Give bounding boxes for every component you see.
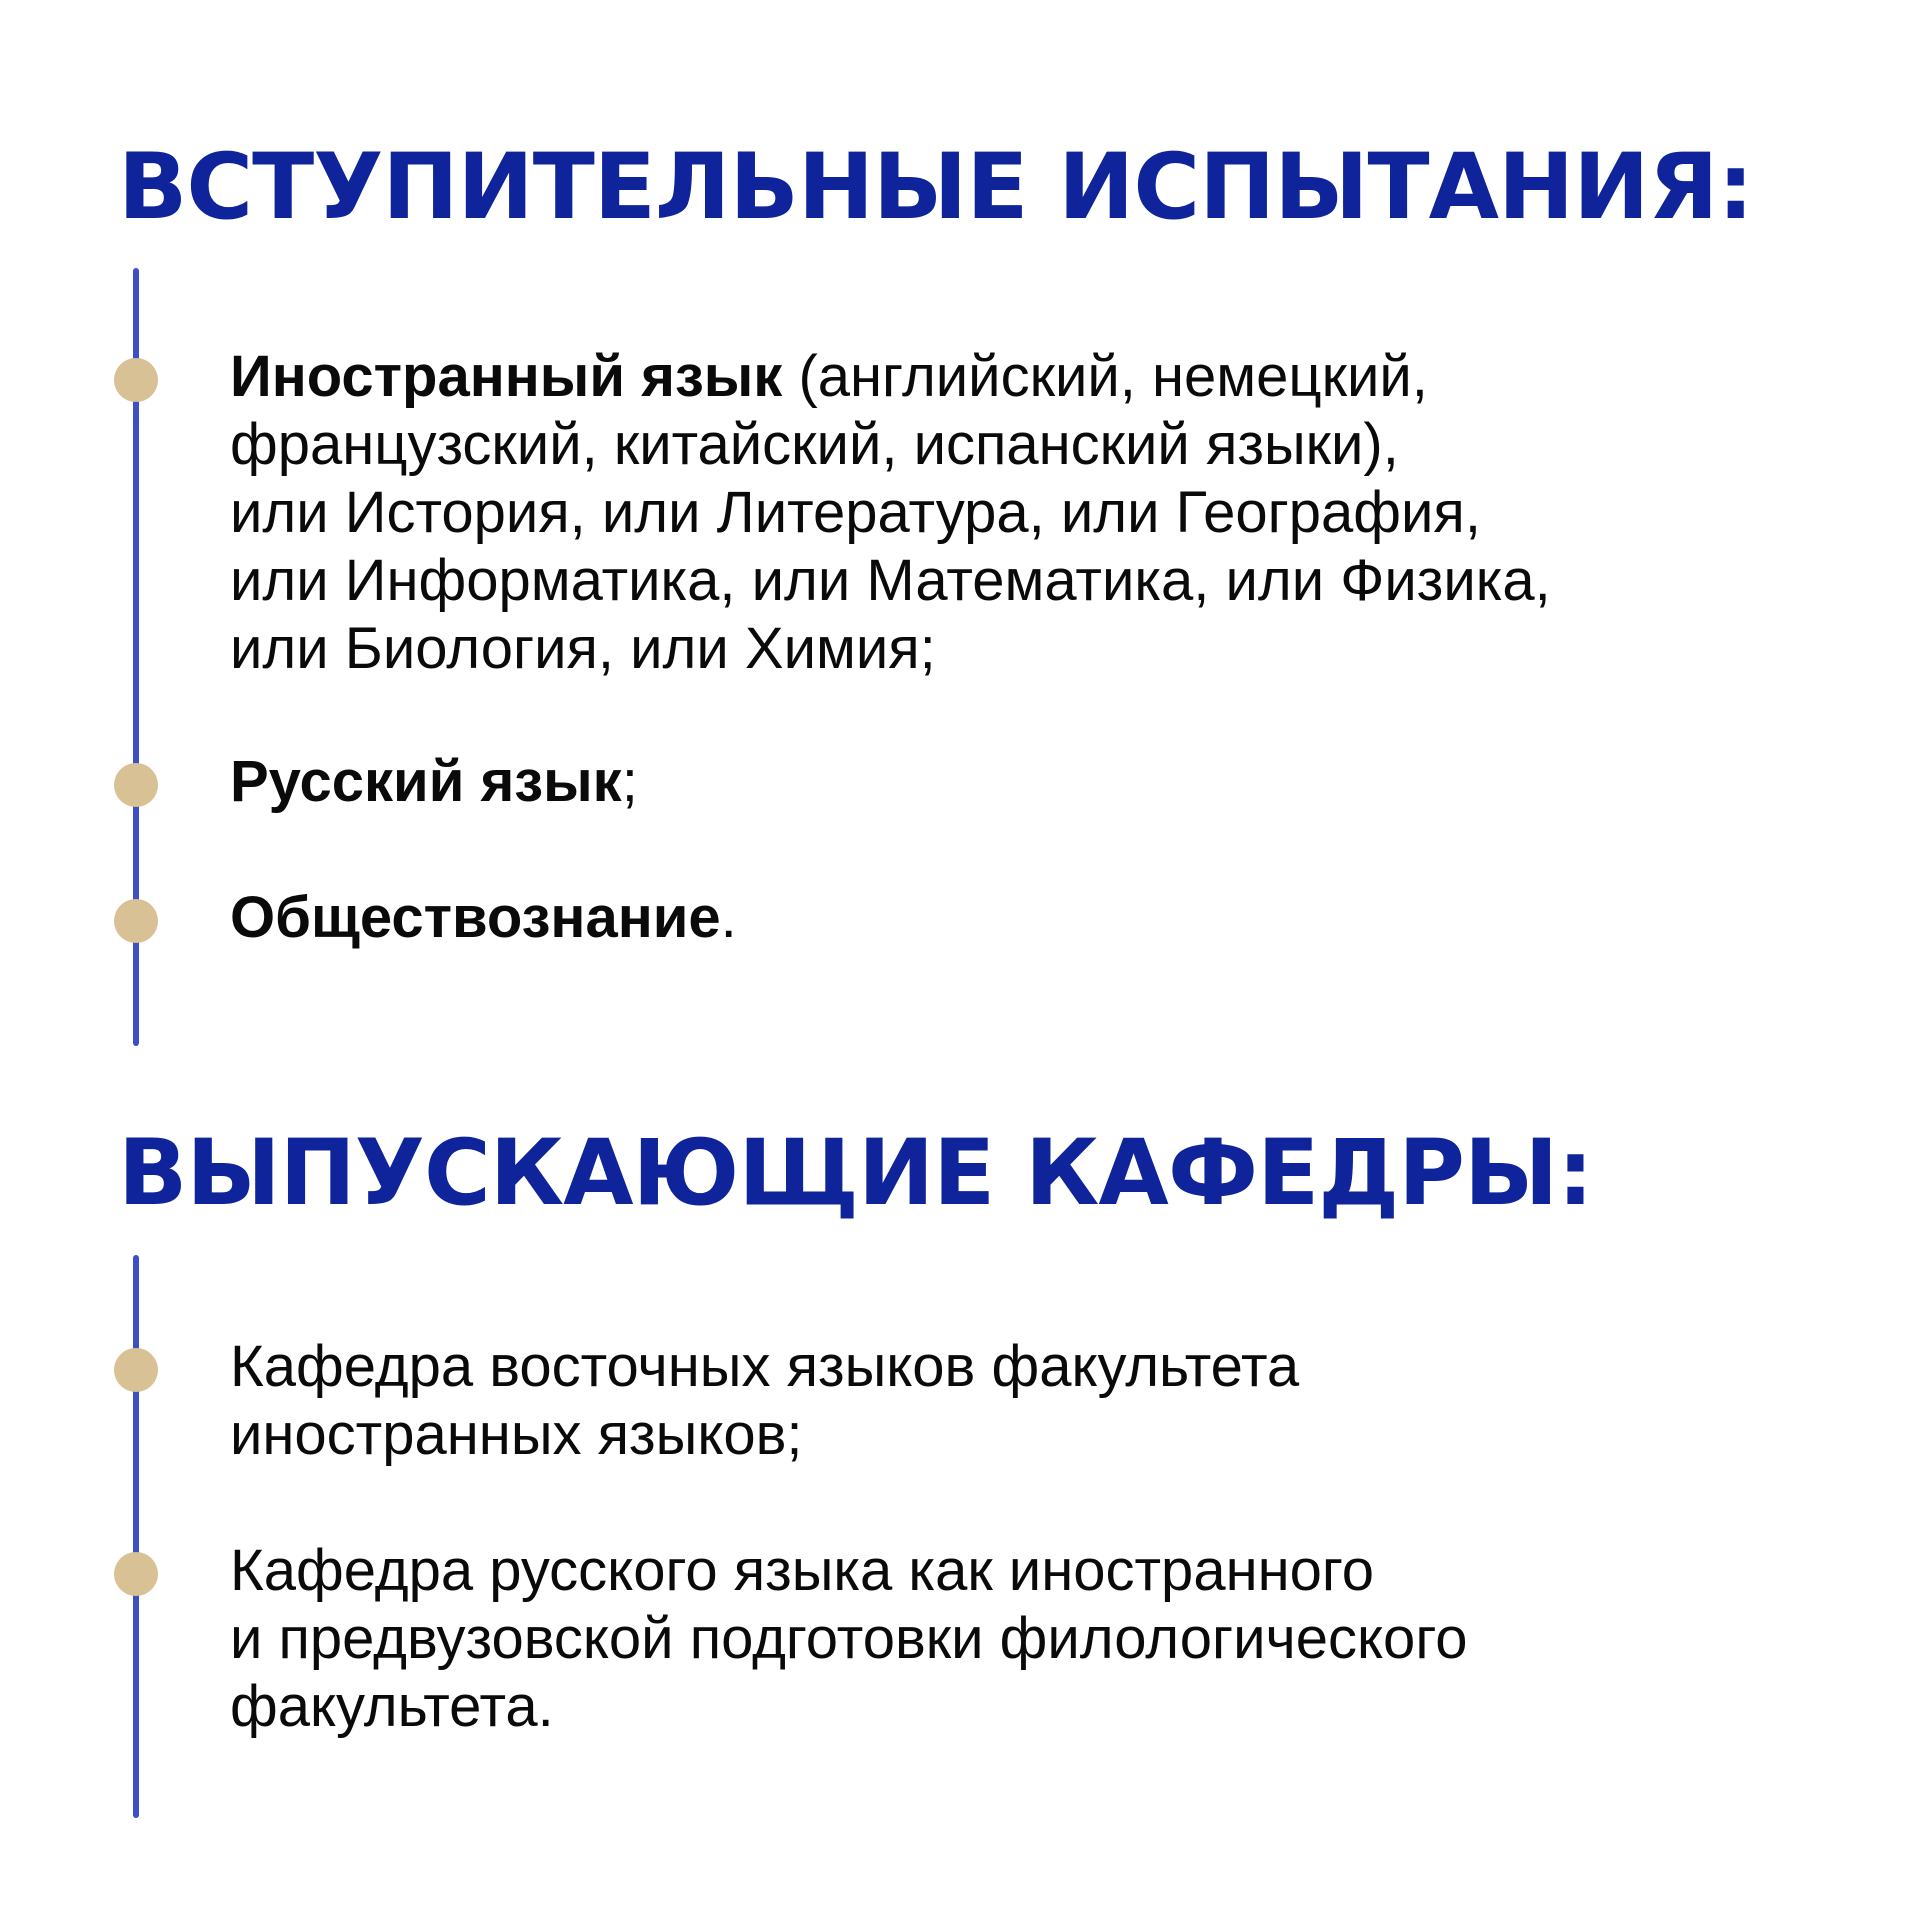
- exam-item-social-studies: [230, 884, 737, 952]
- exam-item-details: ;: [621, 749, 638, 814]
- department-item-russian-foreign: Кафедра русского языка как иностранного и предвузовской подготовки филологического факультета.: [230, 1538, 1468, 1739]
- exam-item-foreign-language: [230, 343, 1551, 683]
- departments-section: [0, 1060, 1920, 1920]
- bullet-dot-icon: [114, 763, 158, 807]
- departments-timeline-line: [133, 1255, 139, 1818]
- exams-heading: ВСТУПИТЕЛЬНЫЕ ИСПЫТАНИЯ:: [118, 135, 1753, 240]
- bullet-dot-icon: [114, 1552, 158, 1596]
- departments-heading: ВЫПУСКАЮЩИЕ КАФЕДРЫ:: [118, 1121, 1593, 1226]
- bullet-dot-icon: [114, 1348, 158, 1392]
- exam-item-title: Русский язык: [230, 749, 622, 814]
- exam-item-title: Обществознание: [230, 885, 721, 950]
- exam-item-title: Иностранный язык: [230, 344, 783, 409]
- exam-item-russian: [230, 748, 638, 816]
- bullet-dot-icon: [114, 358, 158, 402]
- bullet-dot-icon: [114, 899, 158, 943]
- exam-item-details: (английский, немецкий, французский, китайский, испанский языки), или История, или Литература, или География, или Информатика, или Математика, или Физика, или Биология, или Химия;: [230, 344, 1551, 681]
- exam-item-details: .: [720, 885, 737, 950]
- department-item-oriental: Кафедра восточных языков факультета иностранных языков;: [230, 1334, 1300, 1467]
